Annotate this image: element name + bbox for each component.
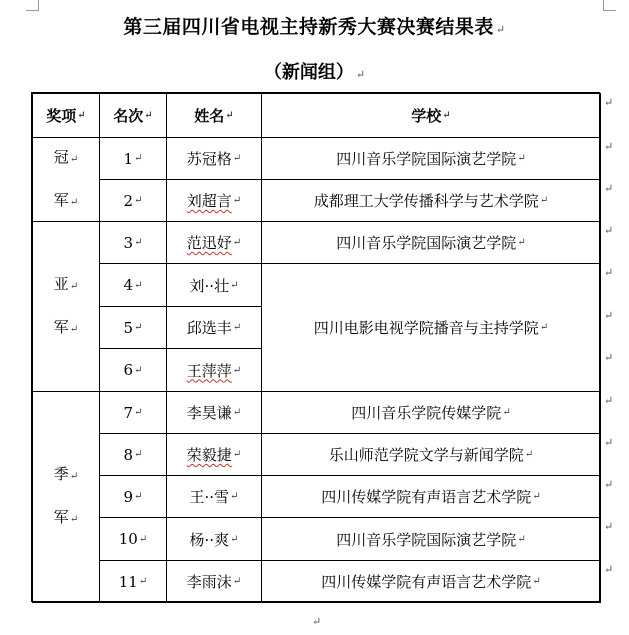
table-row-name: 李雨沫 ↵ [166,560,262,603]
award-third: 季↵ 军↵ [32,391,100,603]
header-school: 学校 ↵ [261,93,601,138]
row-end-mark: ↵ [604,478,614,491]
table-row-name: 李昊谦 ↵ [166,391,262,434]
table-row-name: 范迅妤 ↵ [166,221,262,264]
award-first: 冠↵ 军↵ [32,137,100,222]
header-rank: 名次 ↵ [99,93,167,138]
row-end-mark: ↵ [604,96,614,109]
table-row-rank: 11 ↵ [99,560,167,603]
table-row-rank: 1 ↵ [99,137,167,180]
table-row-school: 四川音乐学院国际演艺学院 ↵ [261,137,601,180]
table-row-name: 苏冠格 ↵ [166,137,262,180]
document-title: 第三届四川省电视主持新秀大赛决赛结果表 ↵ [123,16,506,38]
row-end-mark: ↵ [604,436,614,449]
row-end-mark: ↵ [604,140,614,153]
table-row-school: 四川音乐学院国际演艺学院 ↵ [261,517,601,561]
table-row-school: 成都理工大学传播科学与艺术学院 ↵ [261,179,601,222]
table-row-rank: 8 ↵ [99,433,167,476]
header-award: 奖项 ↵ [32,93,100,138]
row-end-mark: ↵ [604,351,614,364]
table-row-rank: 3 ↵ [99,221,167,264]
table-row-name: 刘超言 ↵ [166,179,262,222]
document-subtitle: （新闻组） ↵ [263,62,366,83]
page-corner-mark-right [603,0,616,11]
final-paragraph-mark: ↵ [312,615,322,628]
table-row-name: 王萍萍 ↵ [166,348,262,392]
table-row-rank: 5 ↵ [99,306,167,349]
table-row-rank: 10 ↵ [99,517,167,561]
table-row-school: 四川音乐学院国际演艺学院 ↵ [261,221,601,264]
row-end-mark: ↵ [604,266,614,279]
row-end-mark: ↵ [604,182,614,195]
results-table [31,92,600,602]
row-end-mark: ↵ [604,394,614,407]
table-row-name: 荣毅捷 ↵ [166,433,262,476]
page-corner-mark-left [26,0,39,11]
table-row-school: 四川音乐学院传媒学院 ↵ [261,391,601,434]
table-row-name: 邱选丰 ↵ [166,306,262,349]
table-row-rank: 6 ↵ [99,348,167,392]
table-row-name: 王··雪 ↵ [166,475,262,518]
row-end-mark: ↵ [604,520,614,533]
table-row-name: 杨··爽 ↵ [166,517,262,561]
row-end-mark: ↵ [604,309,614,322]
award-second: 亚↵ 军↵ [32,221,100,392]
table-row-school: 四川传媒学院有声语言艺术学院 ↵ [261,560,601,603]
table-row-rank: 2 ↵ [99,179,167,222]
table-row-school: 四川传媒学院有声语言艺术学院 ↵ [261,475,601,518]
table-row-name: 刘··壮 ↵ [166,263,262,307]
table-row-rank: 9 ↵ [99,475,167,518]
table-row-school: 乐山师范学院文学与新闻学院 ↵ [261,433,601,476]
merged-school-cell: 四川电影电视学院播音与主持学院 ↵ [261,263,601,392]
table-row-rank: 7 ↵ [99,391,167,434]
row-end-mark: ↵ [604,224,614,237]
row-end-mark: ↵ [604,563,614,576]
header-name: 姓名 ↵ [166,93,262,138]
table-row-rank: 4 ↵ [99,263,167,307]
